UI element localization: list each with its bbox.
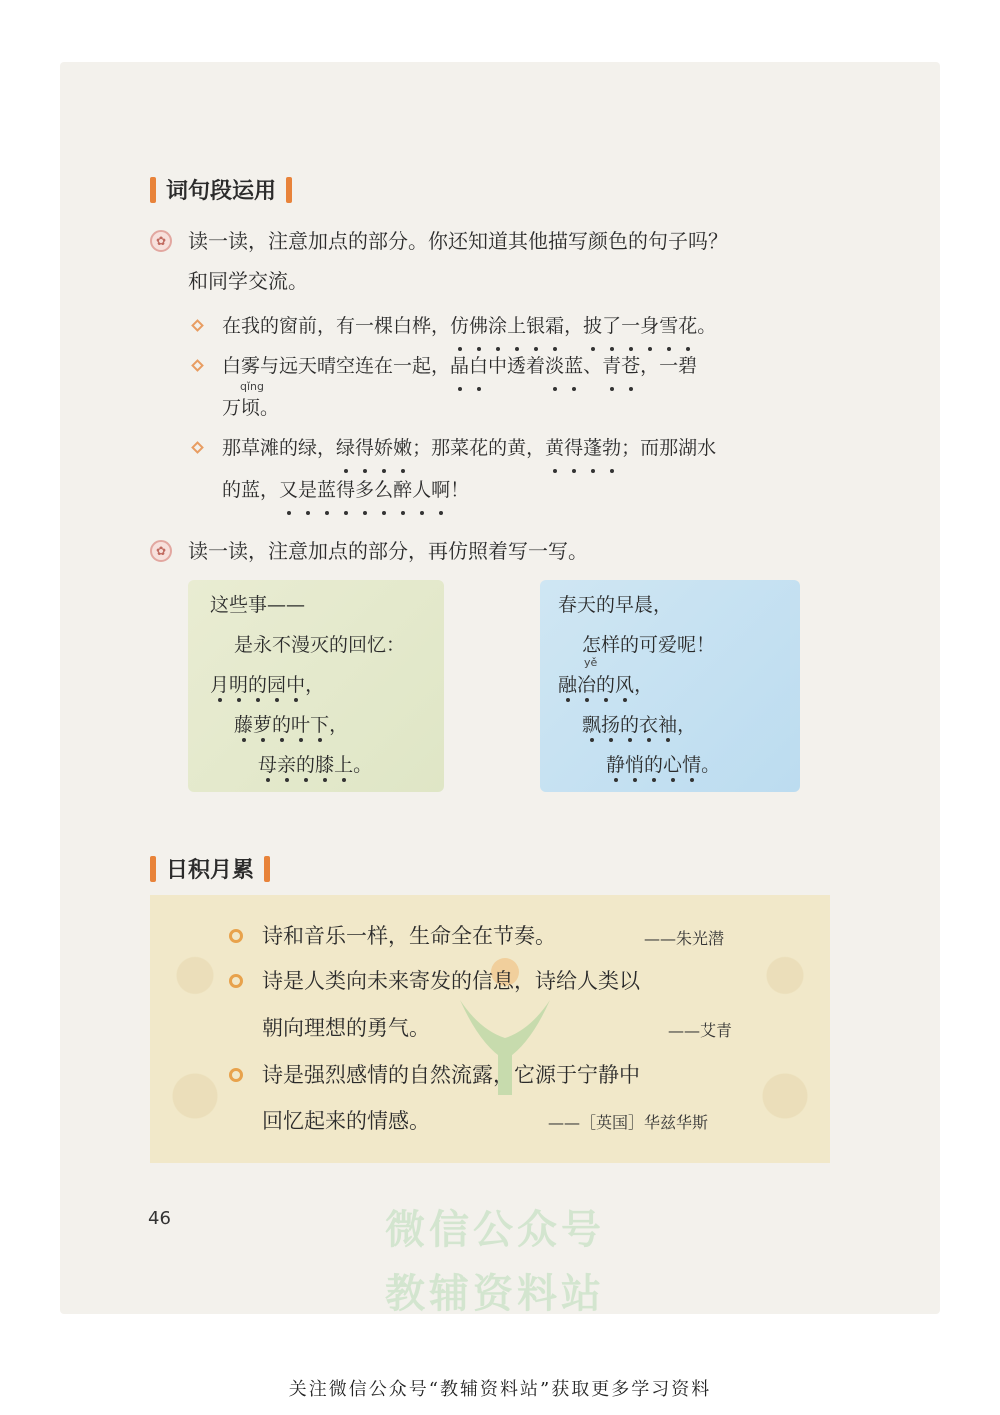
watermark-line1: 微信公众号 [385,1207,605,1253]
poem-line: 母亲的膝上。 [258,750,372,777]
section-title-riji [150,853,270,884]
pinyin-annotation: qǐng [240,380,264,393]
quote-bullet-icon [229,974,243,988]
question-2-line1: 读一读，注意加点的部分，再仿照着写一写。 [188,539,588,563]
example-sentence-2-cont: 万顷。 [222,397,280,419]
quote-3-author: ——［英国］华兹华斯 [548,1113,709,1132]
poem-box-blue [540,580,800,792]
poem-line: 这些事—— [210,594,306,616]
pinyin-annotation: yě [584,656,598,669]
quote-2-author: ——艾青 [668,1021,733,1040]
poem-line: 怎样的可爱呢！ [582,634,716,656]
title-bar-right [286,177,292,203]
watermark-line2: 教辅资料站 [385,1271,605,1317]
question-icon: ✿ [150,230,172,252]
poem-line: 是永不漫灭的回忆： [234,634,406,656]
dotted-phrase: 黄得蓬勃 [545,437,621,459]
section-title-ciju [150,174,292,205]
poem-line: 飘扬的衣袖， [582,710,696,737]
quote-2-text-line2: 朝向理想的勇气。 [262,1016,430,1040]
poem-box-green [188,580,444,792]
title-bar-right [264,856,270,882]
poem-line: 藤萝的叶下， [234,710,348,737]
quote-3-text-line2: 回忆起来的情感。 [262,1109,430,1133]
section-title-text: 日积月累 [166,858,255,883]
example-sentence-2: 白雾与远天晴空连在一起，晶白中透着淡蓝、青苍，一碧 [222,346,697,386]
poem-line: 融冶的风， [558,670,653,697]
dotted-phrase: 仿佛涂上银霜 [450,315,564,337]
quote-bullet-icon [229,1068,243,1082]
example-sentence-3: 那草滩的绿，绿得娇嫩；那菜花的黄，黄得蓬勃；而那湖水 [222,428,716,468]
poem-line: 静悄的心情。 [606,750,720,777]
title-bar-left [150,856,156,882]
dotted-phrase: 又是蓝得多么醉人啊 [279,479,450,501]
question-1-line2: 和同学交流。 [188,269,308,293]
question-icon: ✿ [150,540,172,562]
dotted-phrase: 淡蓝 [545,355,583,377]
ornament-left [150,895,240,1163]
quote-bullet-icon [229,929,243,943]
ornament-right [740,895,830,1163]
poem-line: 月明的园中， [210,670,324,697]
quote-1-author: ——朱光潜 [644,929,725,948]
example-sentence-3-cont: 的蓝，又是蓝得多么醉人啊！ [222,470,469,510]
dotted-phrase: 绿得娇嫩 [336,437,412,459]
poem-line: 春天的早晨， [558,594,673,616]
quote-1-text: 诗和音乐一样，生命全在节奏。 [262,924,556,948]
section-title-text: 词句段运用 [166,179,277,204]
question-1-line1: 读一读，注意加点的部分。你还知道其他描写颜色的句子吗？ [188,229,728,253]
title-bar-left [150,177,156,203]
quote-2-text-line1: 诗是人类向未来寄发的信息，诗给人类以 [262,969,640,993]
footer-note: 关注微信公众号“教辅资料站”获取更多学习资料 [288,1379,712,1400]
dotted-phrase: 披了一身雪花 [583,315,697,337]
page-number: 46 [148,1208,171,1229]
example-sentence-1: 在我的窗前，有一棵白桦，仿佛涂上银霜，披了一身雪花。 [222,306,716,346]
dotted-phrase: 晶白 [450,355,488,377]
dotted-phrase: 青苍 [602,355,640,377]
quote-3-text-line1: 诗是强烈感情的自然流露，它源于宁静中 [262,1063,640,1087]
